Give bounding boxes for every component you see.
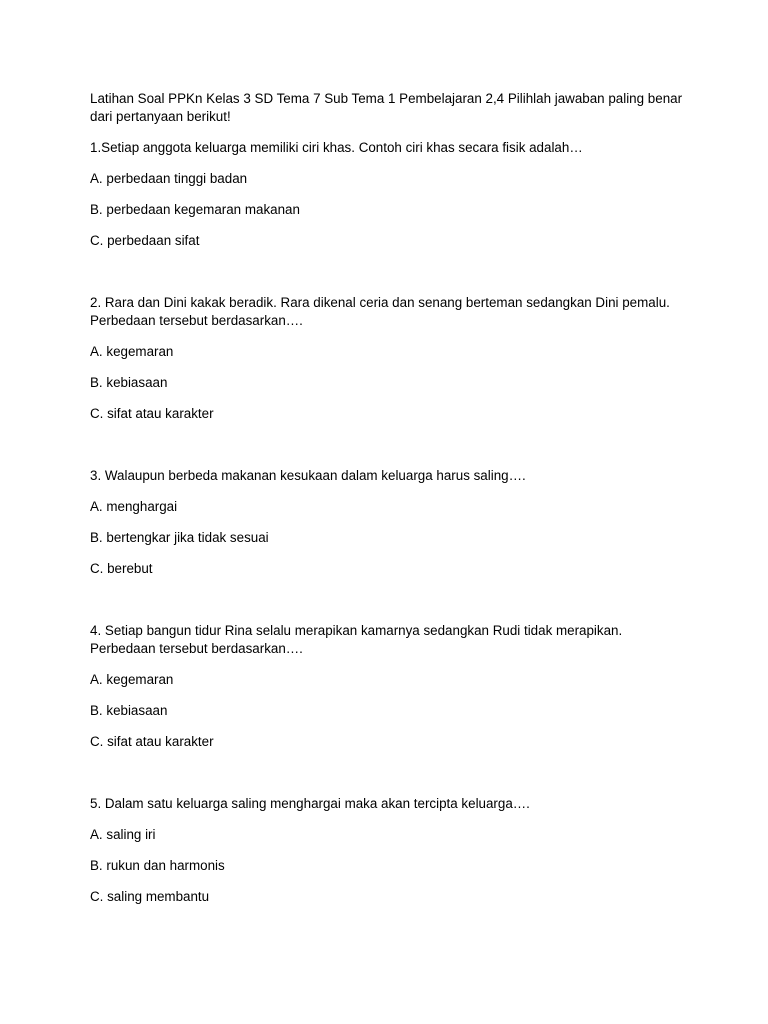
- question-text: 4. Setiap bangun tidur Rina selalu merapikan kamarnya sedangkan Rudi tidak merapikan. Perbedaan tersebut berdasarkan….: [90, 623, 623, 656]
- option-b: B. kebiasaan: [90, 703, 168, 718]
- question-text: 3. Walaupun berbeda makanan kesukaan dalam keluarga harus saling….: [90, 468, 526, 483]
- question-text: 2. Rara dan Dini kakak beradik. Rara dikenal ceria dan senang berteman sedangkan Dini pemalu. Perbedaan tersebut berdasarkan….: [90, 295, 670, 328]
- option-a: A. perbedaan tinggi badan: [90, 171, 248, 186]
- option-a: A. saling iri: [90, 827, 156, 842]
- document-intro: Latihan Soal PPKn Kelas 3 SD Tema 7 Sub Tema 1 Pembelajaran 2,4 Pilihlah jawaban paling benar dari pertanyaan berikut!: [90, 91, 683, 124]
- option-a: A. kegemaran: [90, 344, 174, 359]
- option-c: C. sifat atau karakter: [90, 406, 214, 421]
- document-content: [90, 90, 690, 906]
- option-a: A. kegemaran: [90, 672, 174, 687]
- question-4: [90, 622, 690, 751]
- option-b: B. perbedaan kegemaran makanan: [90, 202, 300, 217]
- option-b: B. rukun dan harmonis: [90, 858, 225, 873]
- option-c: C. sifat atau karakter: [90, 734, 214, 749]
- question-2: [90, 294, 690, 423]
- question-text: 5. Dalam satu keluarga saling menghargai maka akan tercipta keluarga….: [90, 796, 530, 811]
- question-5: [90, 795, 690, 906]
- option-a: A. menghargai: [90, 499, 178, 514]
- option-c: C. saling membantu: [90, 889, 210, 904]
- option-b: B. kebiasaan: [90, 375, 168, 390]
- question-1: [90, 139, 690, 250]
- question-3: [90, 467, 690, 578]
- option-c: C. perbedaan sifat: [90, 233, 200, 248]
- option-c: C. berebut: [90, 561, 153, 576]
- question-text: 1.Setiap anggota keluarga memiliki ciri khas. Contoh ciri khas secara fisik adalah…: [90, 140, 583, 155]
- option-b: B. bertengkar jika tidak sesuai: [90, 530, 269, 545]
